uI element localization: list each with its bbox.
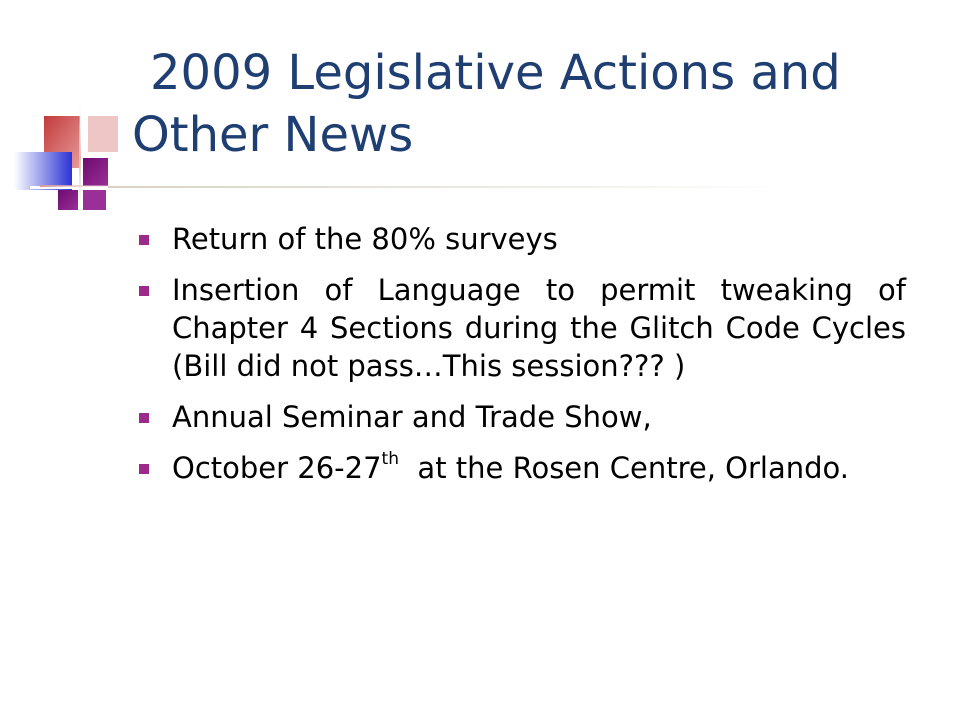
bullet-square-icon <box>139 286 149 296</box>
bullet-text-date: October 26-27 <box>172 451 382 485</box>
title-divider <box>108 186 788 188</box>
bullet-item <box>136 449 906 487</box>
slide-title-line-2: Other News <box>132 107 414 163</box>
bullet-square-icon <box>139 464 149 474</box>
slide-title-line-1: 2009 Legislative Actions and <box>150 45 841 101</box>
bullet-text: Return of the 80% surveys <box>172 222 558 256</box>
slide-title <box>132 42 912 166</box>
bullet-list <box>136 220 906 500</box>
bullet-item <box>136 271 906 385</box>
bullet-square-icon <box>139 235 149 245</box>
bullet-item <box>136 398 906 436</box>
bullet-text: Insertion of Language to permit tweaking of Chapter 4 Sections during the Glitch Code Cycles (Bill did not pass…This session??? ) <box>172 273 906 383</box>
bullet-square-icon <box>139 413 149 423</box>
bullet-item <box>136 220 906 258</box>
bullet-text: Annual Seminar and Trade Show, <box>172 400 652 434</box>
bullet-text-superscript: th <box>381 449 399 470</box>
bullet-text-location: at the Rosen Centre, Orlando. <box>399 451 849 485</box>
